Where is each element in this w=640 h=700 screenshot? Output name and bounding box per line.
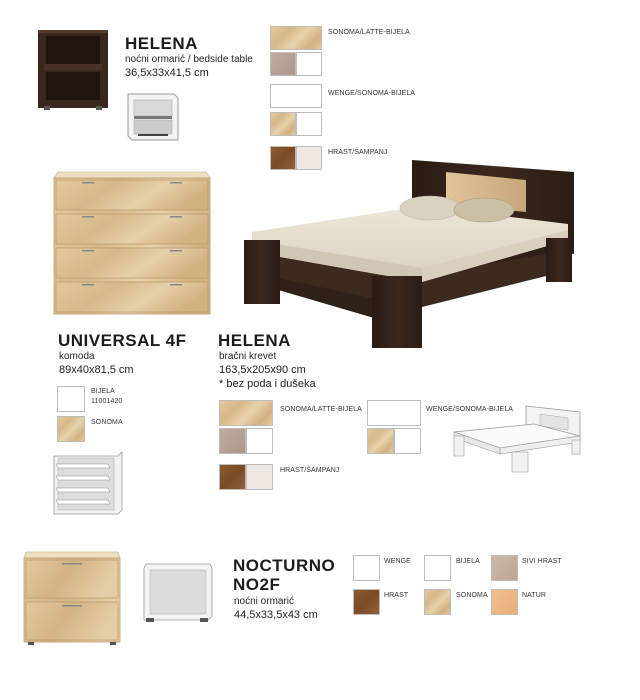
swatch-label: SIVI HRAST [522,558,562,565]
swatch-group-label: SONOMA/LATTE-BIJELA [280,406,362,413]
swatch-sonoma[interactable] [270,26,322,50]
swatch-sonoma[interactable] [367,428,394,454]
swatch-white[interactable] [424,555,451,581]
swatch-white[interactable] [394,428,421,454]
helena-bed-dimensions: 163,5x205x90 cm [219,364,306,376]
helena-bed-title: HELENA [218,331,291,350]
swatch-label: HRAST [384,592,409,599]
universal-title: UNIVERSAL 4F [58,331,187,350]
swatch-sivi-hrast[interactable] [491,555,518,581]
swatch-sonoma[interactable] [424,589,451,615]
swatch-white[interactable] [296,112,322,136]
swatch-label: SONOMA [456,592,488,599]
swatch-latte[interactable] [270,52,296,76]
helena-table-title: HELENA [125,34,198,53]
swatch-white[interactable] [296,52,322,76]
swatch-label-bijela: BIJELA [91,388,115,395]
helena-table-dimensions: 36,5x33x41,5 cm [125,67,209,79]
swatch-label: NATUR [522,592,547,599]
universal-dimensions: 89x40x81,5 cm [59,364,134,376]
helena-table-description: noćni ormarić / bedside table [125,54,253,65]
helena-bedside-table-white-image [124,90,180,144]
swatch-wenge[interactable] [353,555,380,581]
swatch-label: WENGE [384,558,411,565]
swatch-white[interactable] [57,386,85,412]
helena-bedside-table-wenge-image [36,28,112,112]
swatch-natur[interactable] [491,589,518,615]
universal-description: komoda [59,351,95,362]
swatch-wenge[interactable] [270,84,322,108]
swatch-group-label: WENGE/SONOMA-BIJELA [426,406,514,413]
swatch-label-sonoma: SONOMA [91,419,123,426]
nocturno-dimensions: 44,5x33,5x43 cm [234,609,318,621]
swatch-group-label: HRAST/ŠAMPANJ [280,467,340,474]
nocturno-title-line2: NO2F [233,575,281,594]
helena-bed-image [240,158,578,354]
swatch-code: 11001420 [91,398,123,405]
swatch-sonoma[interactable] [270,112,296,136]
swatch-group-label: WENGE/SONOMA-BIJELA [328,90,416,97]
swatch-wenge[interactable] [367,400,421,426]
nocturno-open-white-image [140,560,216,624]
swatch-group-label: SONOMA/LATTE-BIJELA [328,29,410,36]
swatch-sampanj[interactable] [246,464,273,490]
swatch-white[interactable] [246,428,273,454]
nocturno-title-line1: NOCTURNO [233,556,336,575]
nocturno-description: noćni ormarić [234,596,295,607]
universal-commode-image [52,168,214,320]
swatch-sonoma[interactable] [57,416,85,442]
swatch-label: BIJELA [456,558,480,565]
helena-bed-note: * bez poda i dušeka [219,378,316,390]
helena-bed-description: bračni krevet [219,351,277,362]
universal-commode-white-image [50,450,126,516]
helena-bed-white-image [450,402,586,476]
swatch-latte[interactable] [219,428,246,454]
nocturno-sonoma-image [22,550,122,646]
swatch-sonoma[interactable] [219,400,273,426]
swatch-hrast[interactable] [353,589,380,615]
swatch-hrast[interactable] [219,464,246,490]
swatch-group-label: HRAST/ŠAMPANJ [328,149,388,156]
